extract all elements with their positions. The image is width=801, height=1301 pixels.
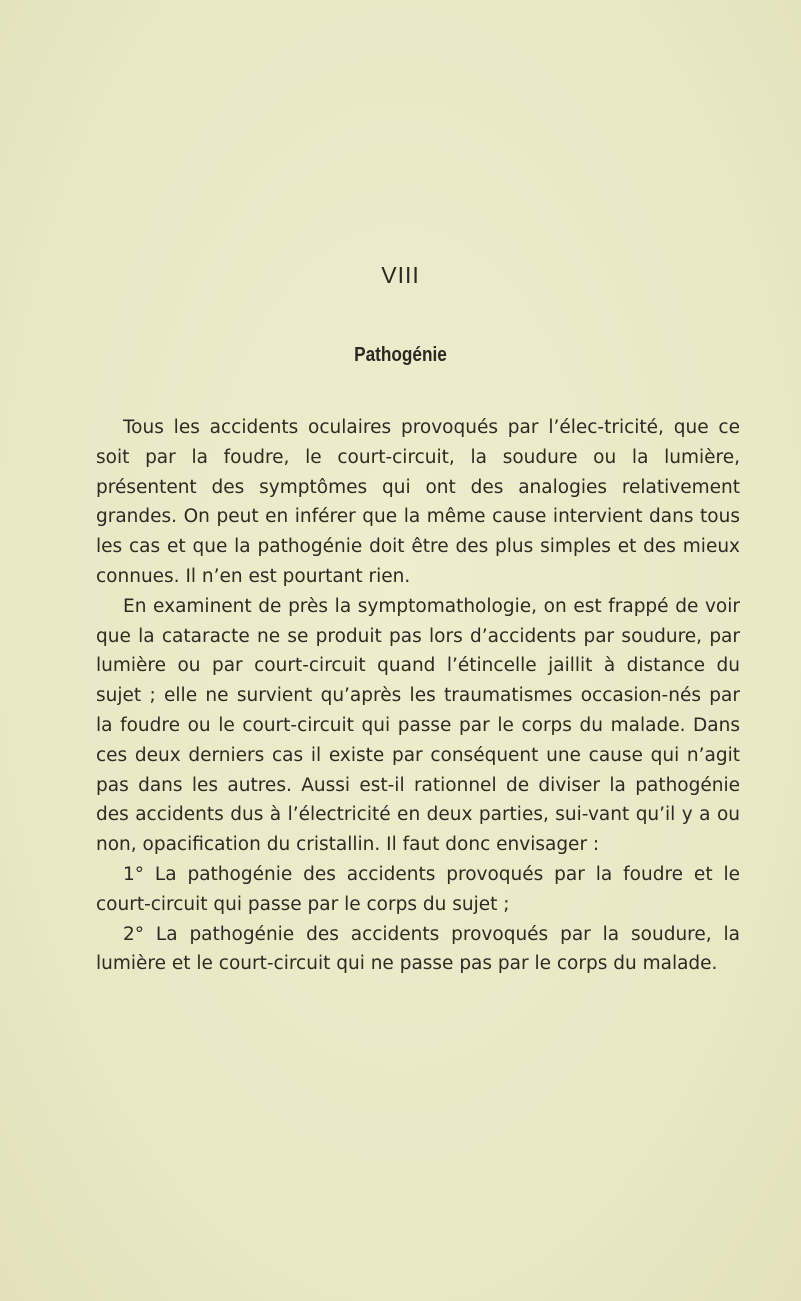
- paragraph-intro: Tous les accidents oculaires provoqués par l’élec-tricité, que ce soit par la foudre, le court-circuit, la soudure ou la lumière, présentent des symptômes qui ont des analogies relativement grandes. On peut en inférer que la même cause intervient dans tous les cas et que la pathogénie doit être des plus simples et des mieux connues. Il n’en est pourtant rien.: [96, 417, 740, 587]
- body-text: [96, 413, 740, 979]
- paragraph-item-1: 1° La pathogénie des accidents provoqués par la foudre et le court-circuit qui passe par le corps du sujet ;: [96, 863, 740, 915]
- paragraph-analysis: En examinent de près la symptomathologie, on est frappé de voir que la cataracte ne se produit pas lors d’accidents par soudure, par lumière ou par court-circuit quand l’étincelle jaillit à distance du sujet ; elle ne survient qu’après les traumatismes occasion-nés par la foudre ou le court-circuit qui passe par le corps du malade. Dans ces deux derniers cas il existe par conséquent une cause qui n’agit pas dans les autres. Aussi est-il rationnel de diviser la pathogénie des accidents dus à l’électricité en deux parties, sui-vant qu’il y a ou non, opacification du cristallin. Il faut donc envisager :: [96, 595, 740, 856]
- chapter-title: Pathogénie: [354, 344, 447, 366]
- paragraph-item-2: 2° La pathogénie des accidents provoqués par la soudure, la lumière et le court-circuit qui ne passe pas par le corps du malade.: [96, 923, 740, 975]
- chapter-number: VIII: [381, 262, 420, 288]
